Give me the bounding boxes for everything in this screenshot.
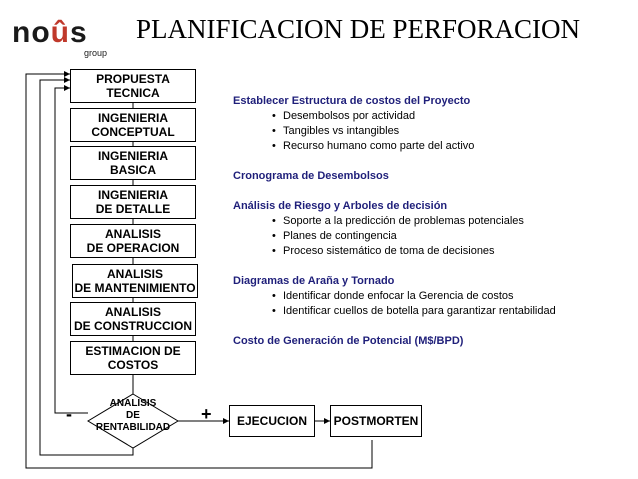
stage-label-line2: DE MANTENIMIENTO [74, 281, 196, 295]
decision-label-line3: RENTABILIDAD [95, 422, 171, 433]
stage-label-line1: ANALISIS [104, 305, 161, 319]
list-item: • Desembolsos por actividad [233, 109, 633, 124]
risk-analysis-list [233, 214, 633, 259]
page-title: PLANIFICACION DE PERFORACION [136, 14, 581, 44]
stage-propuesta-tecnica [70, 69, 196, 103]
logo-subtext: group [84, 48, 108, 58]
stage-label-line1: ESTIMACION DE [85, 344, 181, 358]
logo-wordmark: noûs [12, 16, 88, 49]
stage-label-line1: INGENIERIA [97, 188, 168, 202]
decision-label-line1: ANALISIS [109, 398, 157, 409]
stage-ingenieria-basica [70, 146, 196, 180]
stage-label-line1: INGENIERIA [97, 149, 168, 163]
stage-ingenieria-de-detalle [70, 185, 196, 219]
list-item: • Identificar donde enfocar la Gerencia de costos [233, 289, 633, 304]
execution-label: EJECUCION [236, 414, 307, 428]
execution-box [229, 405, 315, 437]
decision-label-line2: DE [126, 410, 140, 421]
stage-label-line2: CONCEPTUAL [91, 125, 175, 139]
stage-analisis-de-mantenimiento [72, 264, 198, 298]
cost-structure-list [233, 109, 633, 154]
stage-label-line2: BASICA [109, 163, 156, 177]
stage-ingenieria-conceptual [70, 108, 196, 142]
logo-accent-letter: û [50, 16, 70, 49]
list-item: • Proceso sistemático de toma de decisiones [233, 244, 633, 259]
stage-label-line2: DE DETALLE [95, 202, 171, 216]
stage-label-line1: INGENIERIA [97, 111, 168, 125]
spider-tornado-list [233, 289, 633, 319]
list-item: • Identificar cuellos de botella para garantizar rentabilidad [233, 304, 633, 319]
stage-label-line1: PROPUESTA [96, 72, 170, 86]
negative-outcome-sign: - [66, 404, 72, 424]
list-item: • Recurso humano como parte del activo [233, 139, 633, 154]
stage-label-line1: ANALISIS [106, 267, 163, 281]
section-title-potential-cost: Costo de Generación de Potencial (M$/BPD) [233, 335, 464, 347]
section-title-spider-tornado: Diagramas de Araña y Tornado [233, 275, 395, 287]
section-title-cost-structure: Establecer Estructura de costos del Proyecto [233, 95, 471, 107]
section-title-disbursement-schedule: Cronograma de Desembolsos [233, 170, 389, 182]
stage-analisis-de-operacion [70, 224, 196, 258]
stage-analisis-de-construccion [70, 302, 196, 336]
cost-planning-notes [233, 94, 633, 349]
stage-label-line2: COSTOS [107, 358, 159, 372]
positive-outcome-sign: + [201, 404, 212, 424]
list-item: • Planes de contingencia [233, 229, 633, 244]
stage-label-line2: DE CONSTRUCCION [73, 319, 192, 333]
stage-label-line1: ANALISIS [104, 227, 161, 241]
stage-label-line2: DE OPERACION [86, 241, 180, 255]
list-item: • Tangibles vs intangibles [233, 124, 633, 139]
postmortem-label: POSTMORTEN [333, 414, 419, 428]
postmortem-box [330, 405, 422, 437]
section-title-risk-analysis: Análisis de Riesgo y Arboles de decisión [233, 200, 448, 212]
list-item: • Soporte a la predicción de problemas potenciales [233, 214, 633, 229]
stage-estimacion-de-costos [70, 341, 196, 375]
stage-label-line2: TECNICA [106, 86, 160, 100]
decision-label [93, 398, 173, 434]
